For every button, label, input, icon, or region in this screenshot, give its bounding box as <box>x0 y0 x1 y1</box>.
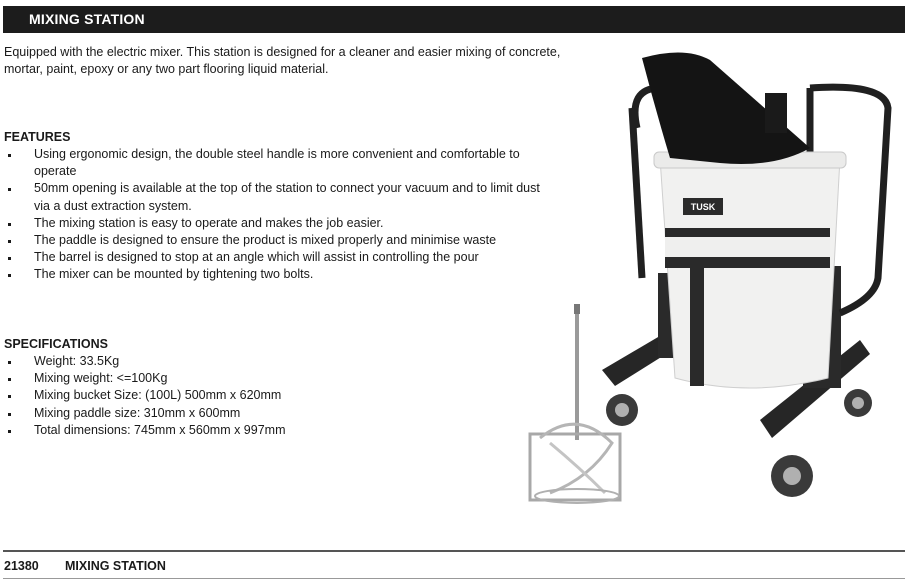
features-list <box>4 146 559 284</box>
spec-item: Mixing paddle size: 310mm x 600mm <box>4 405 559 422</box>
footer-divider <box>3 550 905 552</box>
page-title: MIXING STATION <box>29 11 145 27</box>
feature-item: The mixing station is easy to operate and makes the job easier. <box>4 215 559 232</box>
mixing-paddle <box>530 304 620 503</box>
feature-item: The barrel is designed to stop at an angle which will assist in controlling the pour <box>4 249 559 266</box>
specifications-list <box>4 353 559 439</box>
product-name: MIXING STATION <box>65 559 166 573</box>
header-bar <box>3 6 905 33</box>
specifications-heading: SPECIFICATIONS <box>4 337 108 351</box>
feature-item: The paddle is designed to ensure the product is mixed properly and minimise waste <box>4 232 559 249</box>
feature-item: The mixer can be mounted by tightening two bolts. <box>4 266 559 283</box>
feature-item: 50mm opening is available at the top of the station to connect your vacuum and to limit dust via a dust extraction system. <box>4 180 559 214</box>
brand-label: TUSK <box>690 202 716 212</box>
product-code: 21380 <box>4 559 39 573</box>
features-heading: FEATURES <box>4 130 71 144</box>
mixing-bucket <box>654 152 846 388</box>
spec-item: Mixing bucket Size: (100L) 500mm x 620mm <box>4 387 559 404</box>
spec-item: Mixing weight: <=100Kg <box>4 370 559 387</box>
feature-item: Using ergonomic design, the double steel handle is more convenient and comfortable to operate <box>4 146 559 180</box>
spec-item: Weight: 33.5Kg <box>4 353 559 370</box>
footer-bottom-divider <box>3 578 905 579</box>
pour-chute <box>642 52 810 164</box>
intro-paragraph: Equipped with the electric mixer. This station is designed for a cleaner and easier mixing of concrete, mortar, paint, epoxy or any two part flooring liquid material. <box>4 45 561 76</box>
spec-item: Total dimensions: 745mm x 560mm x 997mm <box>4 422 559 439</box>
wheels <box>606 389 872 497</box>
mixing-station-image <box>520 48 905 510</box>
